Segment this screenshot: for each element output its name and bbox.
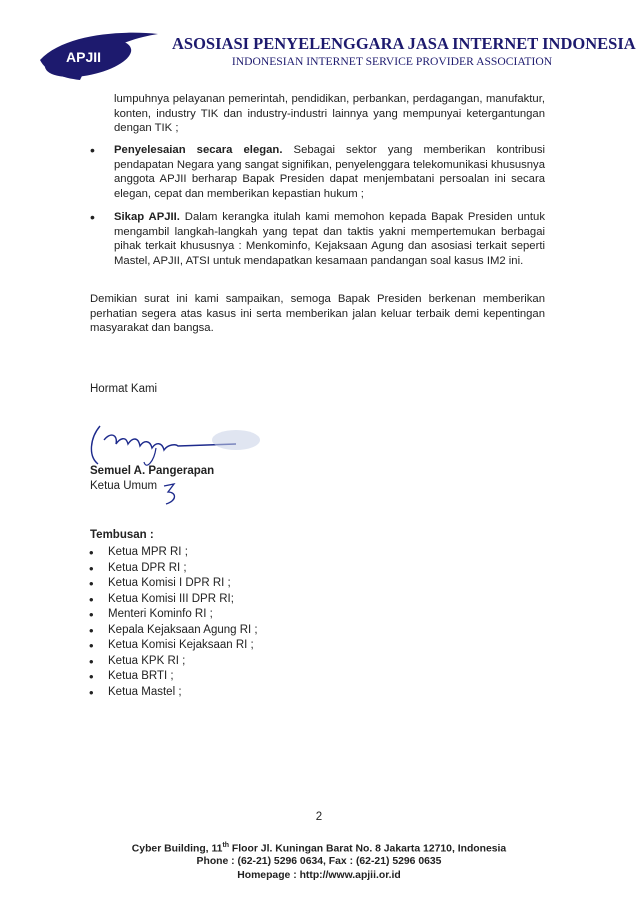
footer-address-sup: th — [222, 842, 230, 849]
footer-homepage: Homepage : http://www.apjii.or.id — [237, 870, 401, 881]
list-item: • Ketua Komisi III DPR RI; — [89, 592, 258, 608]
signatory-role: Ketua Umum — [90, 480, 158, 492]
initial-mark — [160, 482, 182, 506]
intro-paragraph: lumpuhnya pelayanan pemerintah, pendidikan, perbankan, perdagangan, manufaktur, konten, industry TIK dan industry-industri lainnya yang mempunyai ketergantungan dengan TIK ; — [114, 93, 545, 134]
logo-text: APJII — [66, 49, 102, 65]
tembusan-list — [89, 545, 258, 700]
list-item: • Ketua Komisi I DPR RI ; — [89, 576, 258, 592]
footer-address-rest: Floor Jl. Kuningan Barat No. 8 Jakarta 12710, Indonesia — [229, 843, 507, 855]
footer-address — [0, 842, 638, 854]
list-item: • Ketua KPK RI ; — [89, 654, 258, 670]
list-item: • Kepala Kejaksaan Agung RI ; — [89, 623, 258, 639]
list-item: • Ketua Komisi Kejaksaan RI ; — [89, 638, 258, 654]
org-title: ASOSIASI PENYELENGGARA JASA INTERNET INDONESIA — [172, 34, 636, 53]
list-item: • Menteri Kominfo RI ; — [89, 607, 258, 623]
bullet-dot: • — [90, 209, 95, 225]
list-item: • Ketua DPR RI ; — [89, 561, 258, 577]
page-number: 2 — [315, 811, 323, 823]
list-item: • Ketua Mastel ; — [89, 685, 258, 701]
bullet-lead: Penyelesaian secara elegan. — [114, 144, 283, 156]
salutation: Hormat Kami — [90, 383, 158, 395]
bullet-dot: • — [90, 142, 95, 158]
bullet-text: Dalam kerangka itulah kami memohon kepada Bapak Presiden untuk mengambil langkah-langkah yang tepat dan taktis yakni mempertemukan berbagai pihak terkait khususnya : Menkominfo, Kejaksaan Agung dan asosiasi terkait seperti Mastel, APJII, ATSI untuk mendapatkan kesamaan pandangan soal kasus IM2 ini. — [114, 211, 545, 267]
apjii-logo — [34, 28, 164, 88]
list-item: • Ketua MPR RI ; — [89, 545, 258, 561]
bullet-text: Sebagai sektor yang memberikan kontribusi pendapatan Negara yang sangat signifikan, penyelenggara telekomunikasi khususnya anggota APJII berharap Bapak Presiden dapat menjembatani persoalan ini secara elegan, cepat dan memberikan kepastian hukum ; — [114, 144, 546, 200]
footer-phone: Phone : (62-21) 5296 0634, Fax : (62-21) 5296 0635 — [196, 856, 442, 867]
bullet-lead: Sikap APJII. — [114, 211, 180, 223]
closing-paragraph: Demikian surat ini kami sampaikan, semoga Bapak Presiden berkenan memberikan perhatian segera atas kasus ini serta memberikan jalan keluar terbaik demi kepentingan masyarakat dan bangsa. — [90, 293, 545, 334]
signatory-name: Semuel A. Pangerapan — [90, 465, 215, 477]
org-subtitle: INDONESIAN INTERNET SERVICE PROVIDER ASSOCIATION — [231, 55, 553, 68]
bullet-penyelesaian — [114, 143, 545, 201]
footer-address-prefix: Cyber Building, 11 — [131, 843, 223, 855]
bullet-sikap — [114, 210, 545, 268]
list-item: • Ketua BRTI ; — [89, 669, 258, 685]
tembusan-heading: Tembusan : — [90, 529, 154, 541]
